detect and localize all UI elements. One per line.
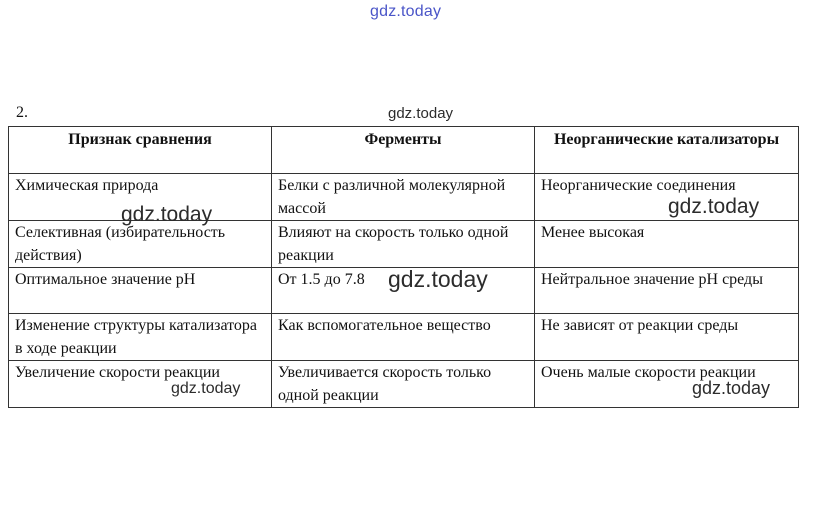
- table-cell: Влияют на скорость только одной реакции: [272, 221, 535, 268]
- table-cell: Селективная (избирательность действия): [9, 221, 272, 268]
- table-row: [9, 314, 799, 361]
- table-cell: Очень малые скорости реакции: [535, 361, 799, 408]
- table-row: [9, 221, 799, 268]
- site-logo: gdz.today: [370, 3, 442, 20]
- column-header-criterion: Признак сравнения: [9, 127, 272, 174]
- table-cell: Не зависят от реакции среды: [535, 314, 799, 361]
- table-cell: Менее высокая: [535, 221, 799, 268]
- table-cell: Белки с различной молекулярной массой: [272, 174, 535, 221]
- watermark-text: gdz.today: [388, 266, 488, 292]
- table-header-row: [9, 127, 799, 174]
- table-cell: Увеличение скорости реакции: [9, 361, 272, 408]
- table-cell: Как вспомогательное вещество: [272, 314, 535, 361]
- watermark-text: gdz.today: [171, 380, 241, 397]
- column-header-enzymes: Ферменты: [272, 127, 535, 174]
- table-row: [9, 361, 799, 408]
- watermark-text: gdz.today: [121, 203, 213, 226]
- watermark-text: gdz.today: [692, 378, 771, 398]
- column-header-inorganic-catalysts: Неорганические катализаторы: [535, 127, 799, 174]
- table-cell: Химическая природа: [9, 174, 272, 221]
- task-number: 2.: [16, 104, 28, 121]
- table-cell: От 1.5 до 7.8: [272, 268, 535, 314]
- table-cell: Нейтральное значение pH среды: [535, 268, 799, 314]
- table-cell: Увеличивается скорость только одной реакции: [272, 361, 535, 408]
- table-cell: Оптимальное значение pH: [9, 268, 272, 314]
- watermark-text: gdz.today: [668, 195, 760, 218]
- table-cell: Неорганические соединения: [535, 174, 799, 221]
- table-cell: Изменение структуры катализатора в ходе реакции: [9, 314, 272, 361]
- watermark-text: gdz.today: [388, 105, 454, 122]
